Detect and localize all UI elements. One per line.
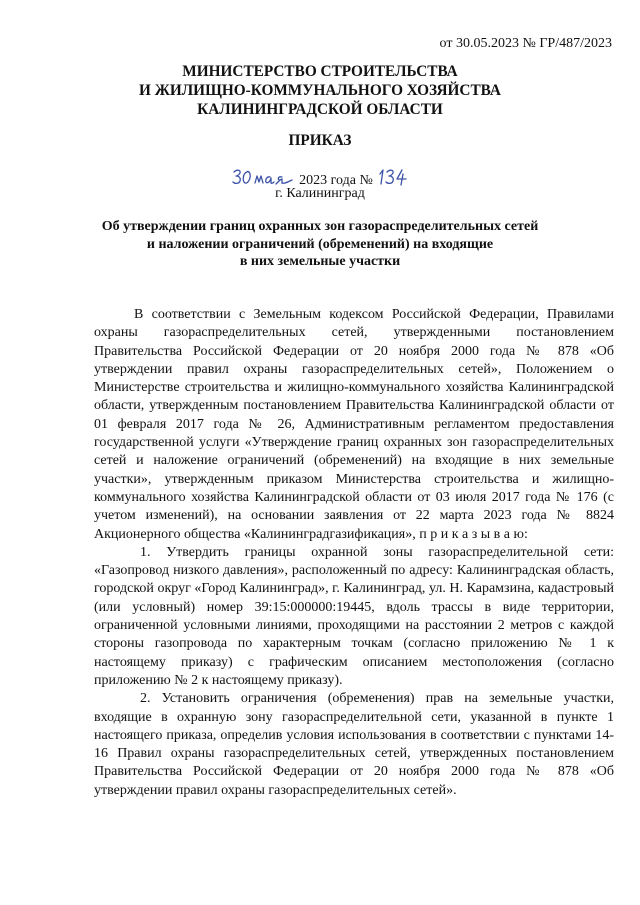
order-item-2: 2. Установить ограничения (обременения) прав на земельные участки, входящие в охранную зону газораспределительной сети, указанной в пункте 1 настоящего приказа, определив условия использования в соответствии с пунктами 14-16 Правил охраны газораспределительных сетей, утвержденных постановлением Правительства Российской Федерации от 20 ноября 2000 года № 878 «Об утверждении правил охраны газораспределительных сетей». [94,691,614,798]
handwritten-date [230,166,296,188]
order-year-text: 2023 года № [299,173,373,188]
document-reference: от 30.05.2023 № ГР/487/2023 [439,36,612,51]
order-subject [0,218,640,271]
ministry-line-3: КАЛИНИНГРАДСКОЙ ОБЛАСТИ [197,101,443,118]
preamble-paragraph: В соответствии с Земельным кодексом Российской Федерации, Правилами охраны газораспределительных сетей, утвержденными постановлением Правительства Российской Федерации от 20 ноября 2000 года № 878 «Об утверждении правил охраны газораспределительных сетей», Положением о Министерстве строительства и жилищно-коммунального хозяйства Калининградской области, утвержденным постановлением Правительства Калининградской области от 01 февраля 2017 года № 26, Административным регламентом предоставления государственной услуги «Утверждение границ охранных зон газораспределительных сетей и наложение ограничений (обременений) на входящие в них земельные участки», утвержденным приказом Министерства строительства и жилищно-коммунального хозяйства Калининградской области от 03 июля 2017 года № 176 (с учетом изменений), на основании заявления от 22 марта 2023 года № 8824 Акционерного общества «Калининградгазификация», п р и к а з ы в а ю: [94,307,614,542]
handwritten-number [376,166,410,188]
order-city: г. Калининград [275,186,365,201]
ministry-line-1: МИНИСТЕРСТВО СТРОИТЕЛЬСТВА [182,63,458,80]
subject-line-2: и наложении ограничений (обременений) на входящие [146,236,494,252]
ministry-name [0,62,640,119]
order-body [94,306,614,800]
order-item-1: 1. Утвердить границы охранной зоны газораспределительной сети: «Газопровод низкого давления», расположенный по адресу: Калининградская область, городской округ «Город Калининград», г. Калининград, ул. Н. Карамзина, кадастровый (или условный) номер 39:15:000000:19445, вдоль трассы в виде территории, ограниченной условными линиями, проходящими на расстоянии 2 метров с каждой стороны газопровода по характерным точкам (согласно приложению № 1 к настоящему приказу) с графическим описанием местоположения (согласно приложению № 2 к настоящему приказу). [94,544,614,688]
order-title: ПРИКАЗ [288,132,352,149]
ministry-line-2: И ЖИЛИЩНО-КОММУНАЛЬНОГО ХОЗЯЙСТВА [139,82,501,99]
subject-line-1: Об утверждении границ охранных зон газораспределительных сетей [101,219,539,234]
subject-line-3: в них земельные участки [239,254,401,269]
